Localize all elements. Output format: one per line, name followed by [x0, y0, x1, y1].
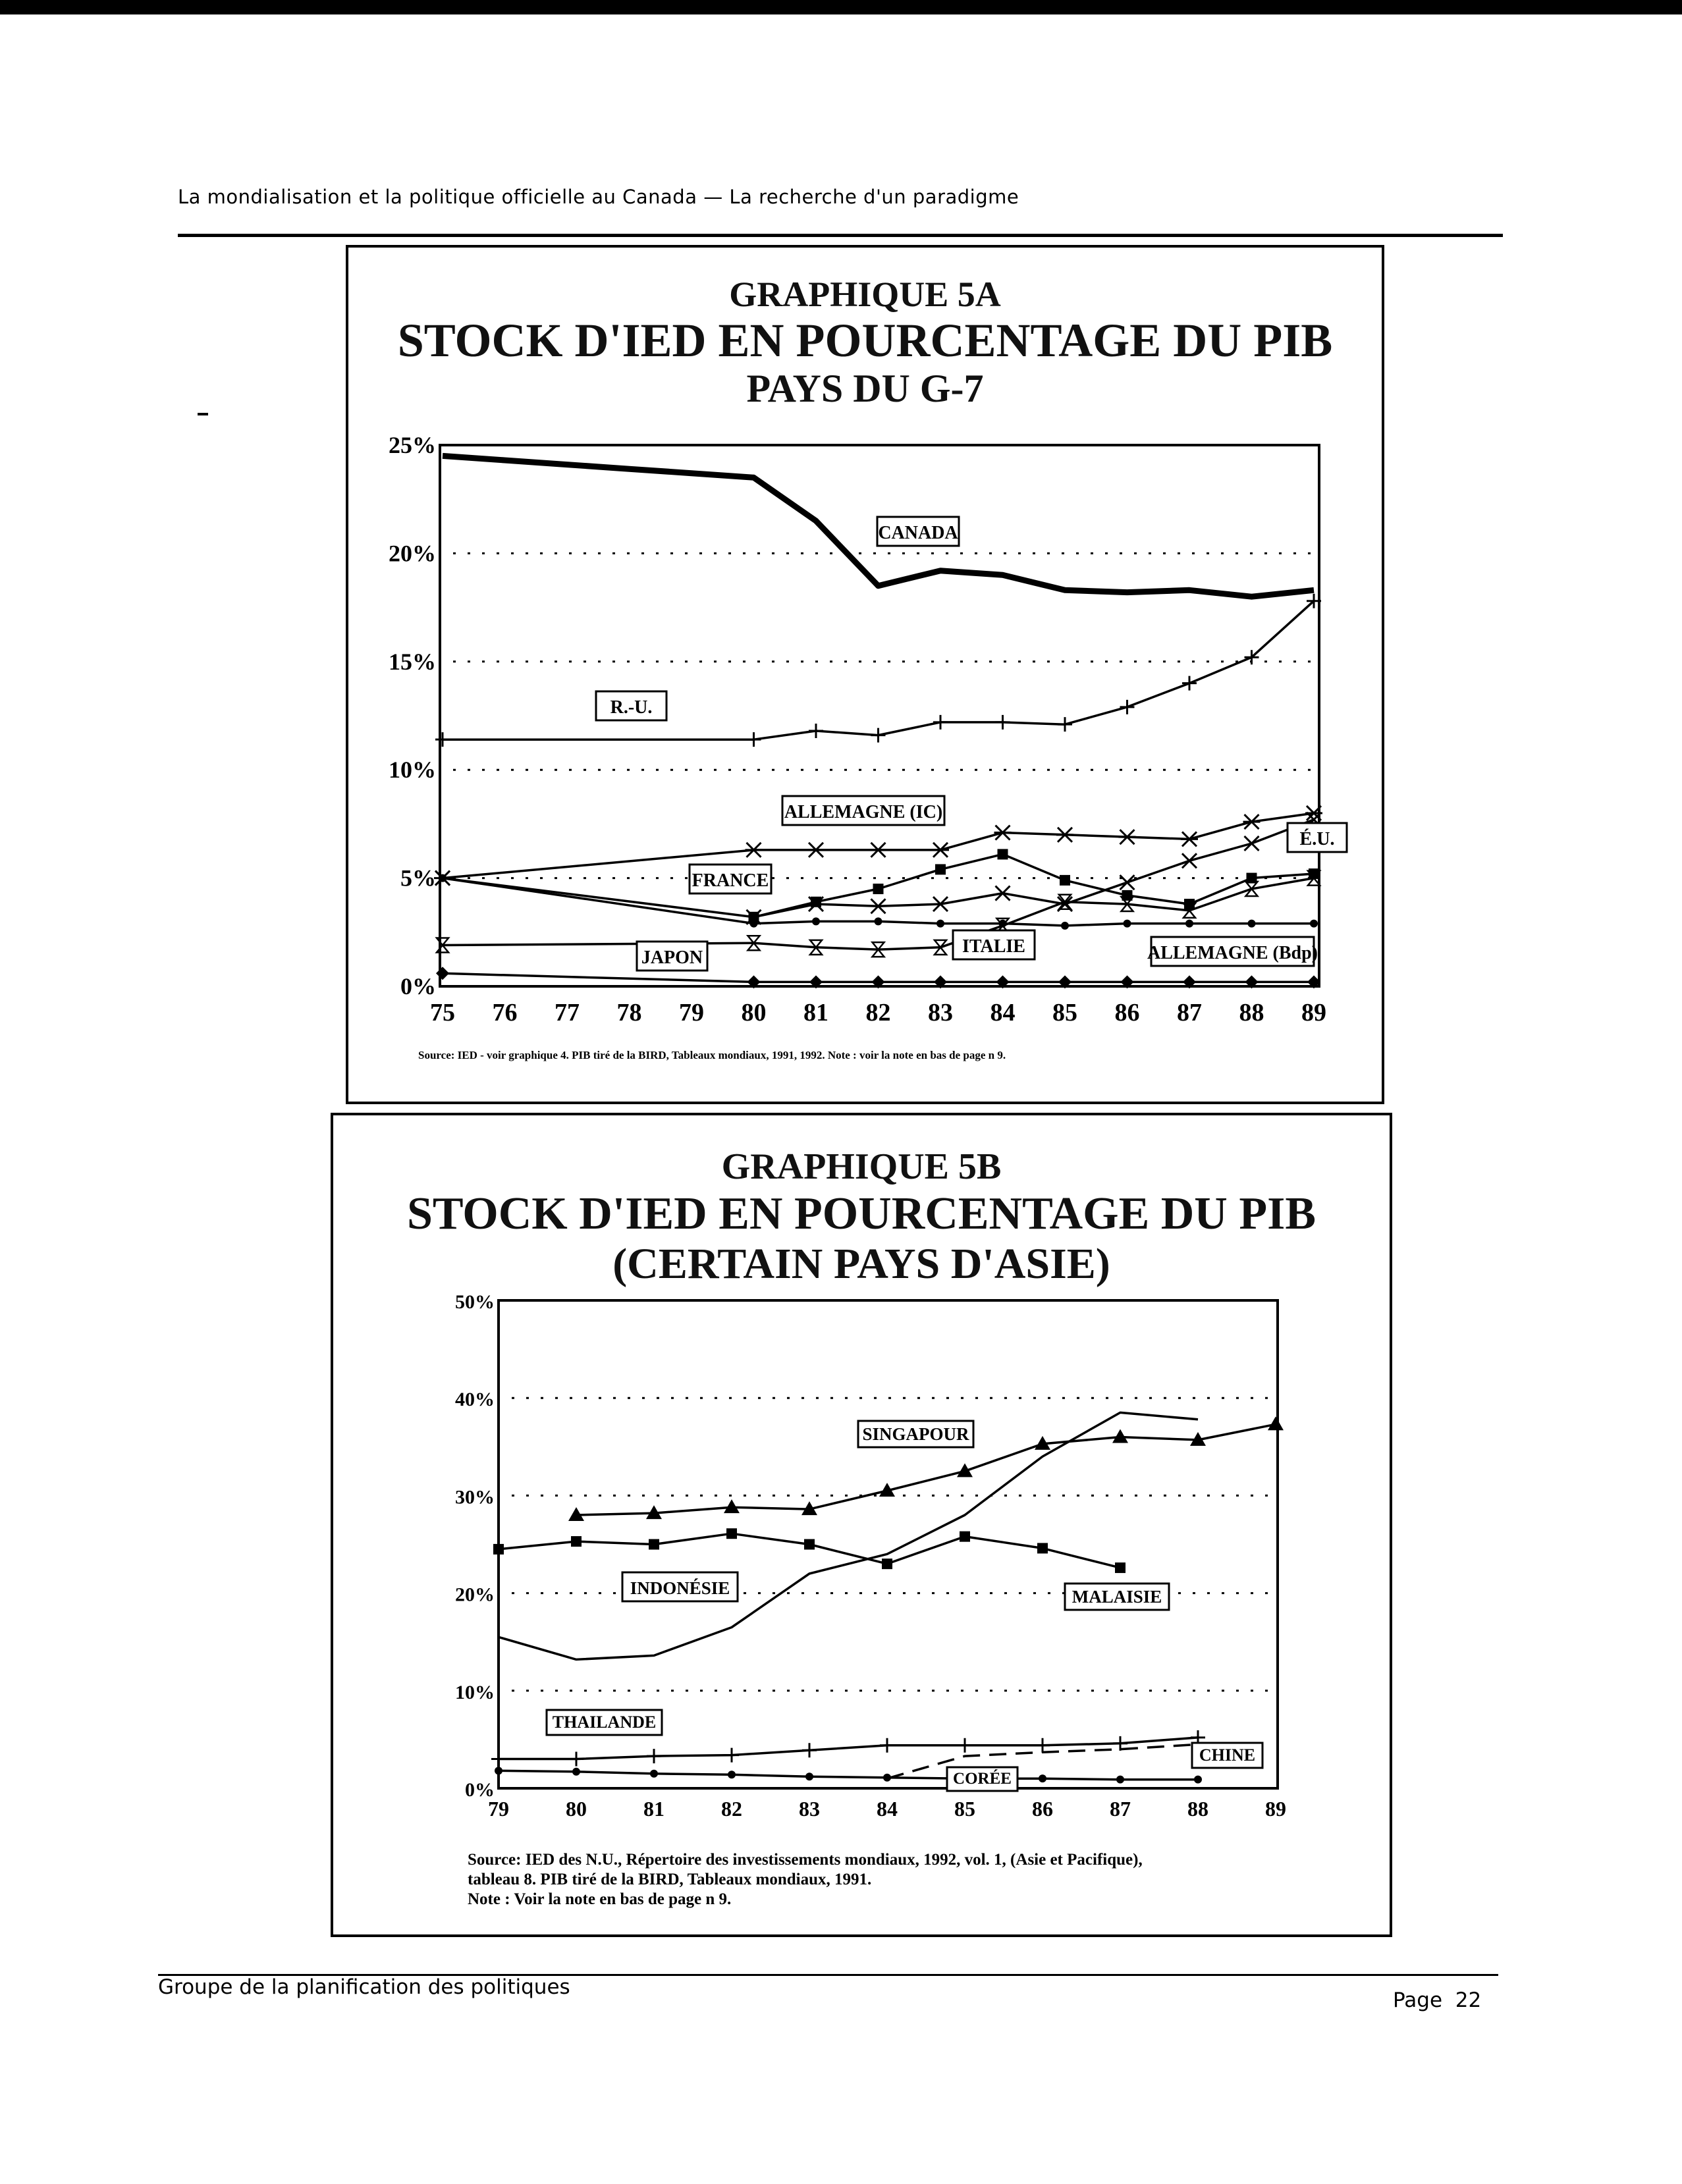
data-point-thailande [880, 1738, 894, 1753]
page-footer: Groupe de la planification des politiques [158, 1975, 570, 1999]
x-tick-label: 88 [1187, 1797, 1208, 1821]
x-tick-label: 87 [1177, 999, 1202, 1026]
x-tick-label: 76 [492, 999, 518, 1026]
chart-5b-title-line3: (CERTAIN PAYS D'ASIE) [612, 1240, 1110, 1288]
x-tick-label: 85 [1052, 999, 1077, 1026]
page-number [1393, 1988, 1481, 2012]
y-tick-label: 25% [389, 432, 436, 458]
series-line-indonesie [499, 1412, 1198, 1659]
page-header: La mondialisation et la politique officielle au Canada — La recherche d'un paradigme [178, 186, 1019, 208]
chart-5a-title-line1: GRAPHIQUE 5A [729, 275, 1001, 314]
chart-source: Note : Voir la note en bas de page n 9. [468, 1890, 732, 1908]
x-tick-label: 82 [865, 999, 891, 1026]
y-tick-label: 0% [465, 1779, 495, 1801]
data-point-coree [1194, 1776, 1202, 1784]
y-tick-label: 15% [389, 648, 436, 675]
x-tick-label: 83 [928, 999, 953, 1026]
x-tick-label: 86 [1114, 999, 1140, 1026]
x-tick-label: 85 [954, 1797, 975, 1821]
data-point-coree [572, 1768, 580, 1776]
series-label-malaisie: MALAISIE [1072, 1587, 1162, 1607]
data-point-coree [883, 1774, 891, 1782]
x-tick-label: 84 [877, 1797, 898, 1821]
series-label-indonesie: INDONÉSIE [630, 1578, 730, 1598]
page-number-value: 22 [1455, 1988, 1482, 2012]
data-point-coree [1116, 1776, 1124, 1784]
series-line-thailande [499, 1738, 1198, 1759]
data-point-coree [495, 1767, 502, 1774]
series-line-malaisie [499, 1533, 1120, 1568]
x-tick-label: 77 [555, 999, 580, 1026]
y-tick-label: 30% [455, 1486, 495, 1508]
x-tick-label: 82 [721, 1797, 742, 1821]
data-point-thailande [802, 1743, 817, 1757]
x-tick-label: 86 [1032, 1797, 1053, 1821]
data-point-coree [728, 1771, 736, 1778]
data-point-coree [1039, 1774, 1046, 1782]
x-tick-label: 88 [1239, 999, 1264, 1026]
series-label-r-u: R.-U. [610, 697, 653, 718]
data-point-malaisie [649, 1539, 659, 1550]
x-tick-label: 75 [430, 999, 455, 1026]
series-label-singapour: SINGAPOUR [862, 1424, 969, 1444]
data-point-singapour [1268, 1416, 1284, 1430]
series-label-france: FRANCE [692, 870, 769, 891]
data-point-coree [805, 1772, 813, 1780]
y-tick-label: 10% [389, 757, 436, 784]
data-point-coree [650, 1770, 658, 1778]
data-point-thailande [958, 1738, 972, 1753]
y-tick-label: 10% [455, 1681, 495, 1703]
series-label-canada: CANADA [878, 523, 958, 543]
x-tick-label: 78 [616, 999, 642, 1026]
y-tick-label: 20% [389, 540, 436, 567]
y-tick-label: 50% [455, 1291, 495, 1313]
data-point-malaisie [493, 1544, 504, 1555]
data-point-malaisie [1037, 1543, 1048, 1553]
chart-source: tableau 8. PIB tiré de la BIRD, Tableaux mondiaux, 1991. [468, 1871, 872, 1888]
chart-5a-title-line3: PAYS DU G-7 [746, 367, 984, 410]
data-point-malaisie [882, 1558, 892, 1569]
page-label: Page [1393, 1988, 1443, 2012]
x-tick-label: 89 [1301, 999, 1326, 1026]
series-label-japon: JAPON [641, 947, 703, 968]
data-point-thailande [491, 1752, 506, 1767]
data-point-thailande [1035, 1738, 1050, 1753]
x-tick-label: 81 [643, 1797, 665, 1821]
x-tick-label: 84 [990, 999, 1016, 1026]
data-point-singapour [1112, 1429, 1128, 1443]
chart-source: Source: IED - voir graphique 4. PIB tiré de la BIRD, Tableaux mondiaux, 1991, 1992. Note : voir la note en bas de page n 9. [418, 1049, 1006, 1061]
data-point-thailande [724, 1748, 739, 1763]
series-label-allemagne-ic: ALLEMAGNE (IC) [784, 802, 943, 822]
series-line-coree [499, 1771, 1198, 1779]
chart-source: Source: IED des N.U., Répertoire des investissements mondiaux, 1992, vol. 1, (Asie et Pacifique), [468, 1851, 1143, 1869]
x-tick-label: 81 [803, 999, 828, 1026]
series-label-chine: CHINE [1199, 1745, 1256, 1765]
data-point-malaisie [804, 1539, 815, 1550]
series-label-thailande: THAILANDE [552, 1713, 657, 1732]
chart-5b-title-line2: STOCK D'IED EN POURCENTAGE DU PIB [406, 1188, 1316, 1239]
y-tick-label: 40% [455, 1389, 495, 1411]
x-tick-label: 79 [679, 999, 704, 1026]
data-point-malaisie [571, 1536, 582, 1547]
x-tick-label: 80 [741, 999, 767, 1026]
x-tick-label: 87 [1110, 1797, 1131, 1821]
x-tick-label: 89 [1265, 1797, 1286, 1821]
series-label-allemagne-bdp: ALLEMAGNE (Bdp) [1147, 943, 1318, 963]
y-tick-label: 0% [400, 973, 436, 999]
x-tick-label: 80 [566, 1797, 587, 1821]
series-label-italie: ITALIE [962, 936, 1025, 957]
y-tick-label: 20% [455, 1584, 495, 1606]
x-tick-label: 79 [488, 1797, 509, 1821]
chart-5b-title-line1: GRAPHIQUE 5B [721, 1146, 1002, 1187]
y-tick-label: 5% [400, 865, 436, 892]
series-label-coree: CORÉE [953, 1770, 1012, 1788]
data-point-malaisie [960, 1531, 970, 1542]
chart-5a-title-line2: STOCK D'IED EN POURCENTAGE DU PIB [397, 314, 1333, 367]
data-point-thailande [569, 1752, 583, 1767]
x-tick-label: 83 [799, 1797, 820, 1821]
data-point-malaisie [726, 1528, 737, 1539]
data-point-malaisie [1115, 1562, 1126, 1573]
series-label-e-u: É.U. [1299, 829, 1335, 849]
data-point-thailande [647, 1749, 661, 1763]
